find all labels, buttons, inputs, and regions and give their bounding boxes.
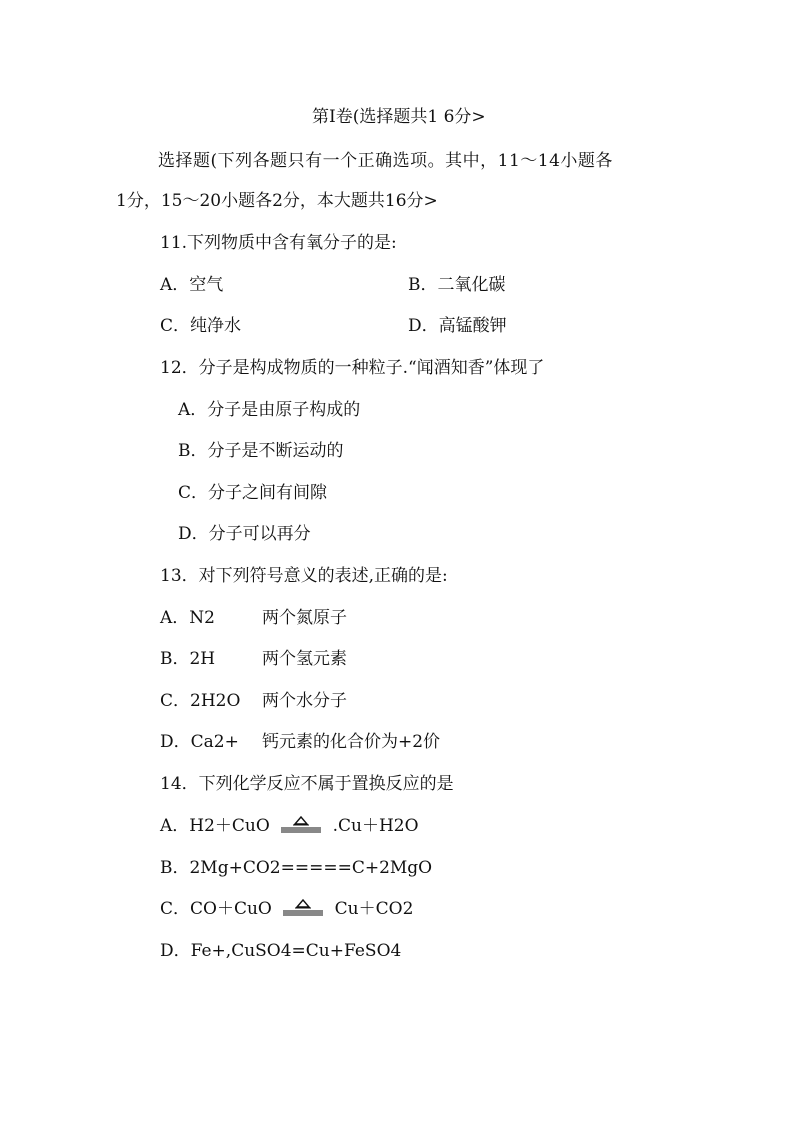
option-symbol: D．Ca2+ (160, 732, 239, 752)
question-14-stem: 14．下列化学反应不属于置换反应的是 (160, 774, 454, 794)
option-meaning: 钙元素的化合价为+2价 (262, 732, 441, 752)
heat-condition-arrow-icon (279, 815, 323, 835)
question-13-option-c (160, 690, 347, 712)
question-14-option-a (160, 815, 419, 837)
question-13-option-b (160, 648, 347, 670)
question-13-stem: 13．对下列符号意义的表述,正确的是: (160, 566, 448, 586)
question-12-option-a: A．分子是由原子构成的 (178, 400, 361, 420)
equation-reactants: A．H2＋CuO (160, 816, 270, 836)
question-12-option-b: B．分子是不断运动的 (178, 441, 344, 461)
question-12-stem: 12．分子是构成物质的一种粒子.“闻酒知香”体现了 (160, 358, 545, 378)
option-symbol: A．N2 (160, 608, 215, 628)
question-12-option-c: C．分子之间有间隙 (178, 483, 328, 503)
option-symbol: B．2H (160, 649, 216, 669)
heat-condition-arrow-icon (281, 898, 325, 918)
question-11-option-a: A．空气 (160, 275, 224, 295)
question-14-option-b: B．2Mg+CO2=====C+2MgO (160, 858, 433, 878)
question-14-option-d: D．Fe+,CuSO4=Cu+FeSO4 (160, 941, 402, 961)
question-13-option-a (160, 607, 347, 629)
option-meaning: 两个水分子 (262, 691, 347, 711)
instructions-line-1: 选择题(下列各题只有一个正确选项。其中，11～14小题各 (158, 151, 613, 171)
question-11-option-d: D．高锰酸钾 (408, 316, 507, 336)
question-13-option-d (160, 731, 440, 753)
question-11-stem: 11.下列物质中含有氧分子的是: (160, 233, 397, 253)
instructions-line-2: 1分，15～20小题各2分，本大题共16分> (116, 191, 438, 211)
option-symbol: C．2H2O (160, 691, 241, 711)
question-12-option-d: D．分子可以再分 (178, 524, 311, 544)
equation-products: .Cu＋H2O (332, 816, 419, 836)
option-meaning: 两个氮原子 (262, 608, 347, 628)
equation-products: Cu＋CO2 (334, 899, 414, 919)
question-14-option-c (160, 898, 413, 920)
equation-reactants: C．CO＋CuO (160, 899, 272, 919)
question-11-option-b: B．二氧化碳 (408, 275, 506, 295)
question-11-option-c: C．纯净水 (160, 316, 242, 336)
option-meaning: 两个氢元素 (262, 649, 347, 669)
section-title: 第Ⅰ卷(选择题共1 6分> (312, 107, 486, 127)
